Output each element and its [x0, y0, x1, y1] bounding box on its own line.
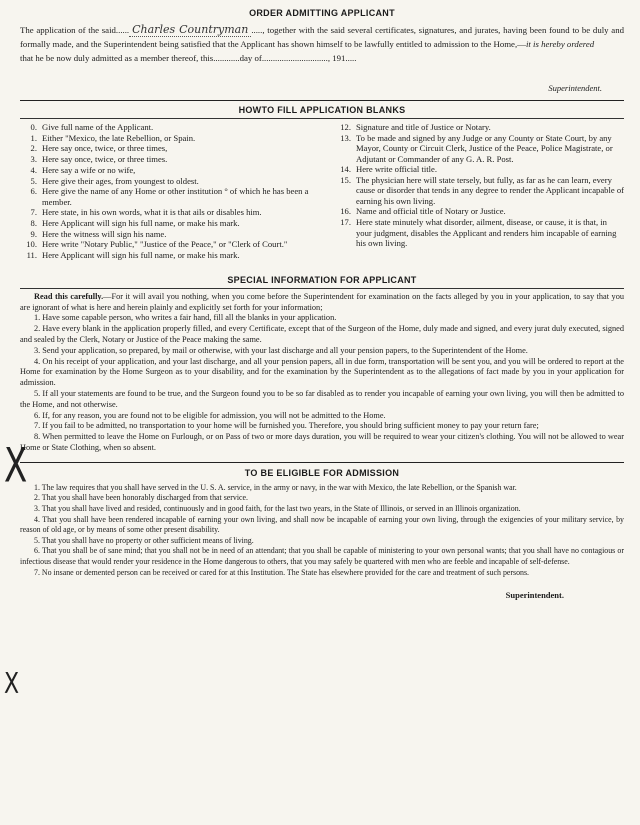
instruction-text: Here write "Notary Public," "Justice of the Peace," or "Clerk of Court."	[42, 239, 288, 250]
instruction-text: Either "Mexico, the late Rebellion, or Spain.	[42, 132, 196, 143]
instruction-text: To be made and signed by any Judge or any County or State Court, by any Mayor, County or Circuit Clerk, Justice of the Peace, Police Magistrate, or Adjutant or Commander of any G. A. R. Post.	[356, 132, 613, 164]
special-item: 3. Send your application, so prepared, by mail or otherwise, with your last discharge and all your pension papers, to the Superintendent of the Home.	[34, 345, 528, 355]
instruction-item	[20, 165, 310, 175]
instruction-item	[20, 218, 310, 228]
instruction-item	[334, 206, 624, 216]
divider	[20, 462, 624, 463]
special-item: 4. On his receipt of your application, and your last discharge, and all your pension papers, all in due form, transportation will be sent you, and you will be ordered to report at the Home for examination by the Home Surgeon as to your disability, and for the examination by the Superintendent as to the allegations of fact made by you in your application for admission.	[20, 356, 624, 388]
special-items	[20, 313, 624, 453]
blanks-heading: HOWTO FILL APPLICATION BLANKS	[238, 105, 406, 115]
instruction-item	[20, 133, 310, 143]
special-item: 8. When permitted to leave the Home on Furlough, or on Pass of two or more days duration, you will be required to wear your citizen's clothing. You will not be allowed to wear Home or State Clothing, when so absent.	[20, 432, 624, 452]
eligibility-item: 6. That you shall be of sane mind; that you shall not be in need of an attendant; that you shall be capable of ministering to your own personal wants; that you shall have no contagious or infectious disease that would render your residence in the Home dangerous to others, that you may safely be quartered with men who are feeble and incapable of self-defense.	[20, 546, 624, 566]
handwritten-x-mark: X	[4, 438, 28, 494]
eligibility-item: 4. That you shall have been rendered incapable of earning your own living, and shall now be incapable of earning your own living, through the exigencies of your military service, by reason of old age, or by means of some other present disability.	[20, 514, 624, 535]
special-item: 6. If, for any reason, you are found not to be eligible for admission, you will not be admitted to the Home.	[34, 410, 386, 420]
instruction-item	[20, 229, 310, 239]
instruction-number: 17.	[340, 217, 351, 228]
eligibility-item: 2. That you shall have been honorably discharged from that service.	[34, 493, 249, 503]
divider	[20, 288, 624, 289]
special-section	[20, 292, 624, 454]
instruction-text: Signature and title of Justice or Notary.	[356, 122, 491, 132]
eligibility-item: 1. The law requires that you shall have served in the U. S. A. service, in the army or navy, in the war with Mexico, the late Rebellion, or the Spanish war.	[34, 482, 517, 492]
instruction-text: Name and official title of Notary or Justice.	[356, 206, 506, 217]
instruction-number: 11.	[26, 250, 37, 261]
instruction-number: 13.	[340, 132, 351, 143]
special-item: 2. Have every blank in the application properly filled, and every Certificate, except that of the Surgeon of the Home, duly made and signed, and every jurat duly executed, signed and sealed by the Clerk, Notary or Justice of the Peace making the same.	[20, 324, 624, 345]
instruction-text: Here state minutely what disorder, ailment, disease, or cause, it is that, in your judgment, disables the Applicant and renders him incapable of earning his own living.	[356, 217, 617, 248]
instruction-item	[20, 143, 310, 153]
instruction-item	[334, 133, 624, 164]
instruction-number: 12.	[340, 122, 351, 132]
order-paragraph: The application of the said...... Charles Countryman ....., together with the said several certificates, signatures, and jurates, having been found to be duly and formally made, and the Superintendent being satisfied that the Applicant has shown himself to be lawfully entitled to admission to the Home,—it is hereby ordered that he be now duly admitted as a member thereof, this............day of.............................., 191.....	[20, 23, 624, 63]
eligible-signature: Superintendent.	[505, 590, 564, 601]
instruction-number: 1.	[30, 132, 37, 143]
instruction-number: 10.	[26, 239, 37, 250]
eligible-heading: TO BE ELIGIBLE FOR ADMISSION	[244, 467, 400, 478]
instruction-text: Here give the name of any Home or other institution ° of which he has been a member.	[42, 186, 309, 207]
order-text-1: The application of the said	[20, 25, 116, 35]
instruction-item	[20, 186, 310, 207]
instruction-text: The physician here will state tersely, but fully, as far as he can learn, every cause or disorder that tends in any degree to render the Applicant incapable of earning his own living.	[356, 174, 624, 206]
handwritten-x-mark: X	[4, 668, 20, 701]
instruction-number: 8.	[30, 218, 37, 229]
instruction-number: 4.	[30, 164, 37, 175]
instruction-text: Here give their ages, from youngest to oldest.	[42, 175, 199, 186]
instruction-number: 2.	[30, 143, 37, 154]
instruction-number: 0.	[30, 122, 37, 132]
instruction-text: Here say a wife or no wife,	[42, 164, 136, 175]
instruction-item	[334, 175, 624, 206]
blanks-left-column	[20, 122, 310, 261]
blanks-columns	[20, 122, 624, 261]
instruction-number: 14.	[340, 164, 351, 175]
instruction-text: Here Applicant will sign his full name, or make his mark.	[42, 250, 240, 261]
instruction-item	[334, 164, 624, 174]
divider	[20, 118, 624, 119]
instruction-item	[334, 217, 624, 248]
instruction-item	[334, 122, 624, 132]
instruction-item	[20, 176, 310, 186]
instruction-number: 15.	[340, 174, 351, 185]
document-page	[20, 8, 624, 818]
eligibility-item: 5. That you shall have no property or other sufficient means of living.	[34, 535, 254, 545]
instruction-text: Here the witness will sign his name.	[42, 228, 167, 239]
order-text-2: , together with the said several certificates, signatures, and jurates, having been found to be duly and formally made, and the Superintendent being satisfied that the Applicant has shown himself to be lawfully entitled to admission to the Home,—	[20, 25, 624, 49]
instruction-text: Here say once, twice, or three times.	[42, 154, 168, 165]
special-item: 5. If all your statements are found to be true, and the Surgeon found you to be so far disabled as to render you incapable of earning your own living, you will then be admitted to the Home, and not otherwise.	[20, 389, 624, 409]
special-intro: Read this carefully.—For it will avail you nothing, when you come before the Superintendent for examination on the facts alleged by you in your application, to say that you are ignorant of what is here and herein plainly and explicitly set forth for your information;	[20, 291, 624, 312]
instruction-number: 9.	[30, 228, 37, 239]
instruction-text: Give full name of the Applicant.	[42, 122, 154, 132]
instruction-number: 5.	[30, 175, 37, 186]
instruction-text: Here state, in his own words, what it is that ails or disables him.	[42, 207, 262, 218]
instruction-number: 7.	[30, 207, 37, 218]
eligibility-item: 7. No insane or demented person can be received or cared for at this Institution. The State has elsewhere provided for the care and treatment of such persons.	[34, 567, 530, 577]
instruction-number: 6.	[30, 186, 37, 197]
instruction-text: Here Applicant will sign his full name, or make his mark.	[42, 218, 240, 229]
instruction-item	[20, 207, 310, 217]
special-item: 1. Have some capable person, who writes a fair hand, fill all the blanks in your application.	[34, 313, 337, 323]
instruction-text: Here say once, twice, or three times,	[42, 143, 168, 154]
order-signature: Superintendent.	[548, 83, 602, 93]
blanks-right-column	[334, 122, 624, 261]
order-heading: ORDER ADMITTING APPLICANT	[249, 8, 395, 18]
instruction-item	[20, 239, 310, 249]
instruction-item	[20, 250, 310, 260]
order-text-3: it is hereby ordered	[525, 39, 595, 49]
eligible-section	[20, 483, 624, 578]
applicant-name-handwriting: Charles Countryman	[129, 23, 251, 37]
instruction-item	[20, 154, 310, 164]
special-item: 7. If you fail to be admitted, no transportation to your home will be furnished you. Therefore, you should bring sufficient money to pay your return fare;	[34, 421, 539, 431]
instruction-number: 16.	[340, 206, 351, 217]
divider	[20, 100, 624, 101]
instruction-number: 3.	[30, 154, 37, 165]
instruction-item	[20, 122, 310, 132]
order-text-4: that he be now duly admitted as a member thereof, this............day of.............................., 191.....	[20, 53, 357, 63]
eligibility-item: 3. That you shall have lived and resided, continuously and in good faith, for the last two years, in the State of Illinois, or served in an Illinois organization.	[34, 503, 521, 513]
instruction-text: Here write official title.	[356, 164, 437, 175]
special-heading: SPECIAL INFORMATION FOR APPLICANT	[227, 274, 417, 285]
